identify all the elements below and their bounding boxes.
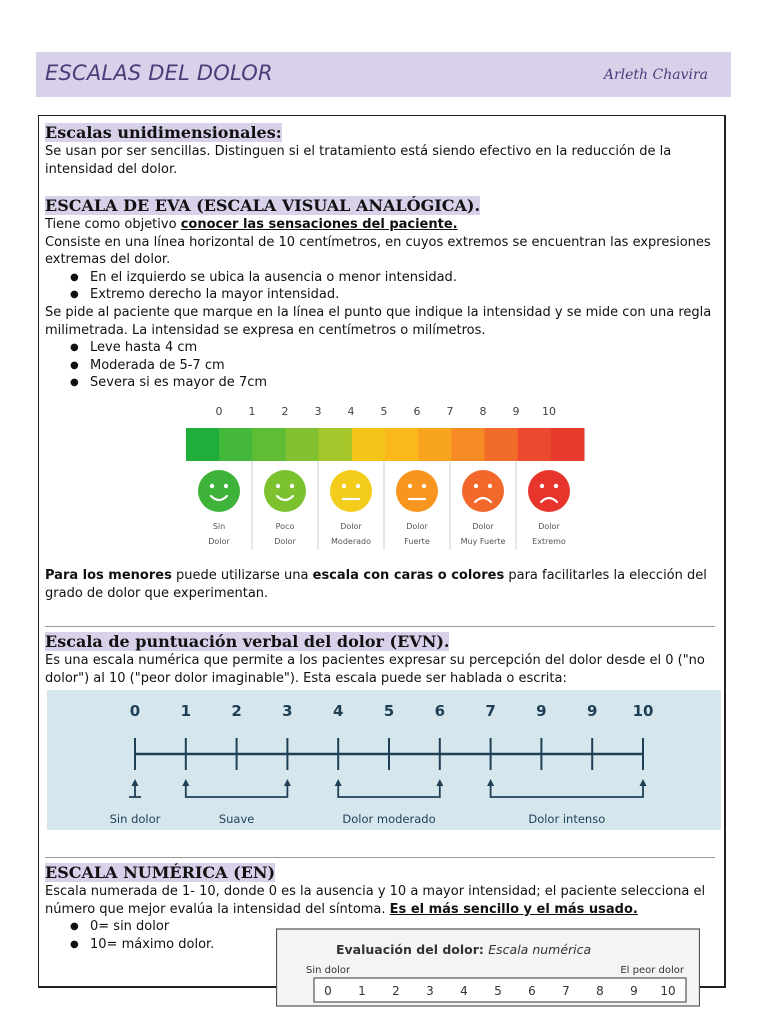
page-title: ESCALAS DEL DOLOR <box>45 61 273 85</box>
list-item: ● Moderada de 5-7 cm <box>70 357 717 375</box>
en-scale-number: 5 <box>494 984 502 998</box>
face-label-2: Moderado <box>331 537 371 546</box>
eva-scale-number: 8 <box>479 405 487 418</box>
eva-scale-number: 3 <box>314 405 322 418</box>
note-text-1: puede utilizarse una <box>171 568 313 583</box>
face-label-2: Dolor <box>274 537 296 546</box>
eva-scale-number: 0 <box>215 405 223 418</box>
eva-color-segment <box>518 428 552 461</box>
list-item: ● Extremo derecho la mayor intensidad. <box>70 286 717 304</box>
divider <box>45 857 715 858</box>
eva-children-note <box>45 567 717 602</box>
face-icon <box>396 470 438 512</box>
evn-range-label: Suave <box>218 812 255 826</box>
evn-verbal-scale <box>47 690 721 830</box>
evn-scale-number: 7 <box>485 702 496 720</box>
list-item: ● 10= máximo dolor. <box>70 936 717 954</box>
eva-color-segment <box>385 428 419 461</box>
en-scale-number: 9 <box>630 984 638 998</box>
author-name: Arleth Chavira <box>603 67 708 83</box>
eva-faces-scale <box>178 400 590 552</box>
divider <box>45 626 715 627</box>
en-scale-number: 6 <box>528 984 536 998</box>
en-scale-number: 10 <box>660 984 676 998</box>
face-label-1: Dolor <box>406 522 428 531</box>
evn-description: Es una escala numérica que permite a los pacientes expresar su percepción del dolor desde el 0 ("no dolor") al 10 ("peor dolor imaginable"). Esta escala puede ser hablada o escrita: <box>45 653 705 686</box>
eva-intro <box>45 216 717 234</box>
eva-color-segment <box>418 428 452 461</box>
eva-scale-number: 6 <box>413 405 421 418</box>
eva-description-2: Se pide al paciente que marque en la línea el punto que indique la intensidad y se mide con una regla milimetrada. La intensidad se expresa en centímetros o milímetros. <box>45 304 712 338</box>
face-label-1: Dolor <box>538 522 560 531</box>
evn-scale-number: 10 <box>632 702 654 720</box>
eva-description: Consiste en una línea horizontal de 10 centímetros, en cuyos extremos se encuentran las expresiones extremas del dolor. <box>45 234 711 268</box>
eva-intensity-list <box>45 339 717 392</box>
face-label-2: Fuerte <box>404 537 430 546</box>
evn-scale-number: 9 <box>586 702 598 720</box>
face-label-2: Extremo <box>532 537 566 546</box>
section-title-eva: ESCALA DE EVA (ESCALA VISUAL ANALÓGICA). <box>45 196 481 215</box>
evn-scale-number: 1 <box>180 702 192 720</box>
eva-scale-number: 1 <box>248 405 256 418</box>
face-label-2: Dolor <box>208 537 230 546</box>
en-emphasis: Es el más sencillo y el más usado. <box>389 901 638 917</box>
list-item: ● Leve hasta 4 cm <box>70 339 717 357</box>
eva-color-segment <box>186 428 220 461</box>
face-label-1: Dolor <box>340 522 362 531</box>
eva-scale-number: 5 <box>380 405 388 418</box>
en-scale-number: 1 <box>358 984 366 998</box>
face-icon <box>462 470 504 512</box>
eva-color-segment <box>286 428 320 461</box>
list-item: ● 0= sin dolor <box>70 918 717 936</box>
section-eva <box>45 196 717 392</box>
en-scale-number: 8 <box>596 984 604 998</box>
face-label-1: Dolor <box>472 522 494 531</box>
eva-color-segment <box>485 428 519 461</box>
evn-scale-number: 2 <box>231 702 242 720</box>
list-item: ● En el izquierdo se ubica la ausencia o menor intensidad. <box>70 269 717 287</box>
evn-scale-number: 0 <box>129 702 141 720</box>
en-image-left-label: Sin dolor <box>306 965 351 976</box>
eva-scale-number: 4 <box>347 405 355 418</box>
eva-color-segment <box>451 428 485 461</box>
section-title-unidimensional: Escalas unidimensionales: <box>45 123 282 142</box>
en-scale-number: 2 <box>392 984 400 998</box>
note-bold-1: Para los menores <box>45 568 172 583</box>
face-icon <box>264 470 306 512</box>
en-scale-number: 0 <box>324 984 332 998</box>
eva-scale-number: 7 <box>446 405 454 418</box>
eva-color-segment <box>219 428 253 461</box>
en-image-right-label: El peor dolor <box>620 965 684 976</box>
section-unidimensional <box>45 123 717 178</box>
eva-scale-number: 9 <box>512 405 520 418</box>
face-icon <box>198 470 240 512</box>
en-numeric-scale-image <box>276 927 700 1007</box>
evn-range-label: Dolor intenso <box>528 812 606 826</box>
en-scale-number: 4 <box>460 984 468 998</box>
note-text-2: para facilitarles la elección del grado de dolor que experimentan. <box>45 568 707 601</box>
en-scale-number: 7 <box>562 984 570 998</box>
en-image-title: Evaluación del dolor: Escala numérica <box>336 942 592 957</box>
eva-color-segment <box>319 428 353 461</box>
evn-range-label: Dolor moderado <box>342 812 436 826</box>
section-title-evn: Escala de puntuación verbal del dolor (EVN). <box>45 632 450 651</box>
page-header <box>36 52 731 97</box>
eva-color-segment <box>551 428 585 461</box>
face-icon <box>528 470 570 512</box>
eva-color-segment <box>252 428 286 461</box>
evn-scale-number: 6 <box>434 702 446 720</box>
face-icon <box>330 470 372 512</box>
section-evn <box>45 632 717 687</box>
eva-intro-text: Tiene como objetivo <box>45 217 181 232</box>
face-label-2: Muy Fuerte <box>460 537 506 546</box>
en-scale-number: 3 <box>426 984 434 998</box>
evn-range-label: Sin dolor <box>109 812 161 826</box>
evn-scale-number: 3 <box>282 702 293 720</box>
evn-scale-number: 9 <box>536 702 547 720</box>
note-bold-2: escala con caras o colores <box>312 568 505 583</box>
eva-scale-number: 2 <box>281 405 289 418</box>
list-item: ● Severa si es mayor de 7cm <box>70 374 717 392</box>
eva-scale-number: 10 <box>542 405 556 418</box>
en-text: Escala numerada de 1- 10, donde 0 es la ausencia y 10 a mayor intensidad; el paciente selecciona el número que mejor evalúa la intensidad del síntoma. <box>45 884 706 917</box>
face-label-1: Sin <box>212 522 226 531</box>
en-description <box>45 883 717 918</box>
section-title-en: ESCALA NUMÉRICA (EN) <box>45 863 276 882</box>
section-text-unidimensional: Se usan por ser sencillas. Distinguen si el tratamiento está siendo efectivo en la reducción de la intensidad del dolor. <box>45 144 672 177</box>
evn-scale-number: 5 <box>383 702 395 720</box>
eva-extremes-list <box>45 269 717 304</box>
face-label-1: Poco <box>275 522 295 531</box>
evn-scale-number: 4 <box>332 702 344 720</box>
eva-intro-emphasis: conocer las sensaciones del paciente. <box>180 217 458 232</box>
eva-color-segment <box>352 428 386 461</box>
